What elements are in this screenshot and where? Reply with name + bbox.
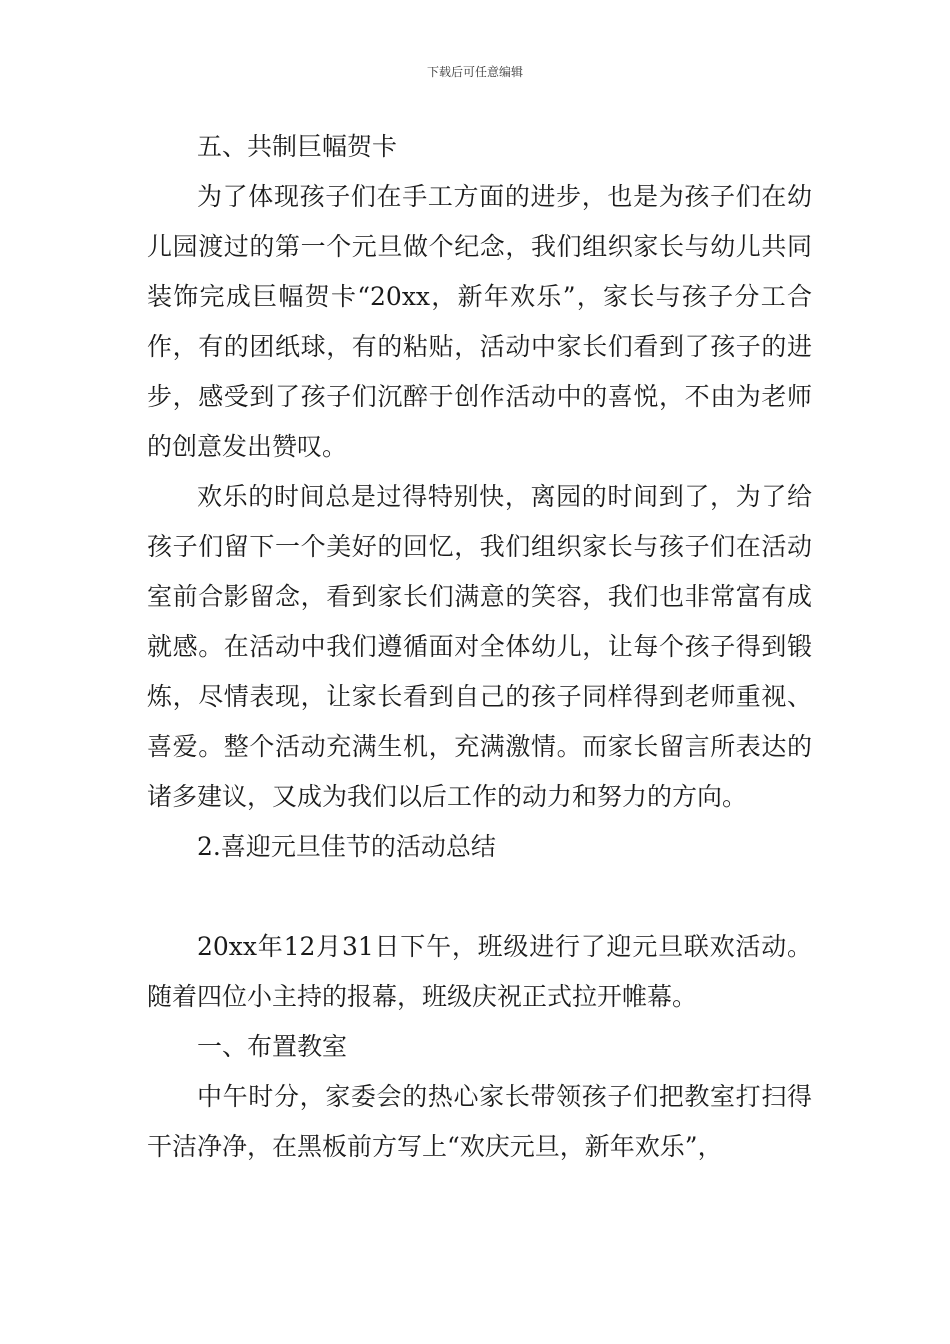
paragraph-party-intro: 20xx年12月31日下午，班级进行了迎元旦联欢活动。随着四位小主持的报幕，班级庆祝正式拉开帷幕。 xyxy=(147,932,812,1011)
page-header-note: 下载后可任意编辑 xyxy=(426,65,523,79)
paragraph-group-photo: 欢乐的时间总是过得特别快，离园的时间到了，为了给孩子们留下一个美好的回忆，我们组织家长与孩子们在活动室前合影留念，看到家长们满意的笑容，我们也非常富有成就感。在活动中我们遵循面对全体幼儿，让每个孩子得到锻炼，尽情表现，让家长看到自己的孩子同样得到老师重视、喜爱。整个活动充满生机，充满激情。而家长留言所表达的诸多建议，又成为我们以后工作的动力和努力的方向。 xyxy=(147,482,812,811)
article-title-2: 2.喜迎元旦佳节的活动总结 xyxy=(197,832,496,861)
section-heading-5: 五、共制巨幅贺卡 xyxy=(197,132,398,161)
section-heading-1: 一、布置教室 xyxy=(197,1032,348,1061)
document-body xyxy=(147,122,812,1172)
paragraph-classroom-decoration: 中午时分，家委会的热心家长带领孩子们把教室打扫得干洁净净，在黑板前方写上“欢庆元旦，新年欢乐”， xyxy=(147,1082,812,1161)
blank-line xyxy=(147,872,812,922)
paragraph-greeting-card: 为了体现孩子们在手工方面的进步，也是为孩子们在幼儿园渡过的第一个元旦做个纪念，我们组织家长与幼儿共同装饰完成巨幅贺卡“20xx，新年欢乐”，家长与孩子分工合作，有的团纸球，有的粘贴，活动中家长们看到了孩子的进步，感受到了孩子们沉醉于创作活动中的喜悦，不由为老师的创意发出赞叹。 xyxy=(147,182,812,461)
